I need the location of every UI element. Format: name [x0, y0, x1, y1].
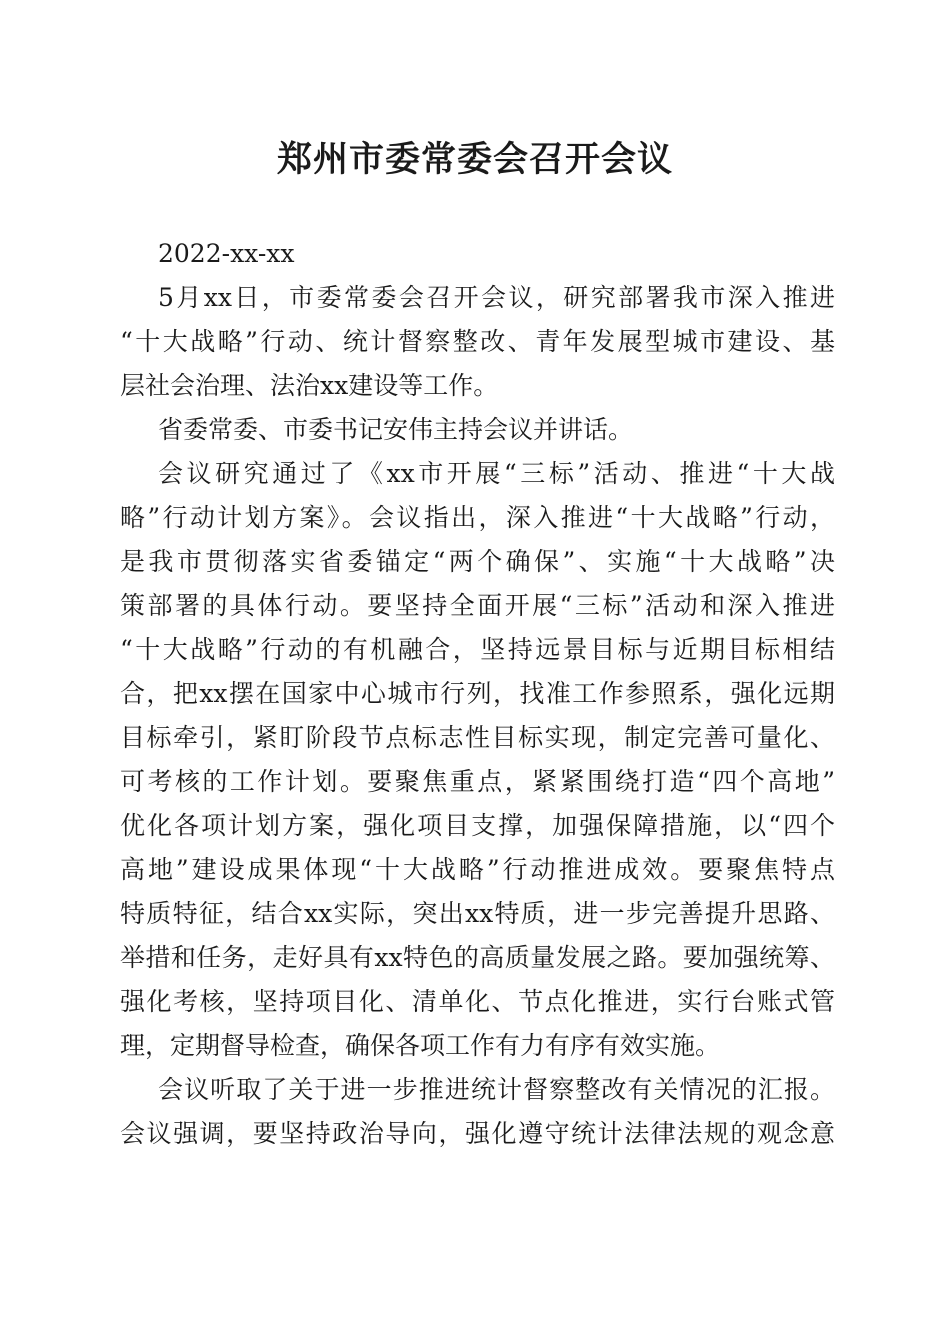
paragraph-line: 高地”建设成果体现“十大战略”行动推进成效。要聚焦特点 — [120, 855, 835, 884]
paragraph-line: 合，把xx摆在国家中心城市行列，找准工作参照系，强化远期 — [120, 679, 835, 708]
paragraph-line: 理，定期督导检查，确保各项工作有力有序有效实施。 — [120, 1031, 721, 1060]
paragraph-line: 会议听取了关于进一步推进统计督察整改有关情况的汇报。 — [158, 1075, 835, 1104]
paragraph — [120, 276, 835, 408]
paragraph — [120, 408, 835, 452]
paragraph-line: 5月xx日，市委常委会召开会议，研究部署我市深入推进 — [158, 283, 835, 312]
paragraph-line: 省委常委、市委书记安伟主持会议并讲话。 — [158, 415, 634, 444]
paragraph-line: 是我市贯彻落实省委锚定“两个确保”、实施“十大战略”决 — [120, 547, 835, 576]
paragraph-line: 略”行动计划方案》。会议指出，深入推进“十大战略”行动， — [120, 503, 835, 532]
document-date: 2022-xx-xx — [158, 239, 295, 268]
paragraph-line: “十大战略”行动的有机融合，坚持远景目标与近期目标相结 — [120, 635, 835, 664]
paragraph-line: 举措和任务，走好具有xx特色的高质量发展之路。要加强统筹、 — [120, 943, 835, 972]
paragraph-line: 目标牵引，紧盯阶段节点标志性目标实现，制定完善可量化、 — [120, 723, 835, 752]
paragraph-line: 优化各项计划方案，强化项目支撑，加强保障措施，以“四个 — [120, 811, 835, 840]
document-body — [120, 232, 835, 1156]
paragraph-line: 策部署的具体行动。要坚持全面开展“三标”活动和深入推进 — [120, 591, 835, 620]
paragraph-line: “十大战略”行动、统计督察整改、青年发展型城市建设、基 — [120, 327, 835, 356]
paragraph-line: 特质特征，结合xx实际，突出xx特质，进一步完善提升思路、 — [120, 899, 835, 928]
paragraph — [120, 452, 835, 1068]
paragraph-line: 可考核的工作计划。要聚焦重点，紧紧围绕打造“四个高地” — [120, 767, 835, 796]
paragraph-line: 会议研究通过了《xx市开展“三标”活动、推进“十大战 — [158, 459, 835, 488]
paragraph-line: 会议强调，要坚持政治导向，强化遵守统计法律法规的观念意 — [120, 1119, 835, 1148]
paragraph-line: 强化考核，坚持项目化、清单化、节点化推进，实行台账式管 — [120, 987, 835, 1016]
paragraph-line: 层社会治理、法治xx建设等工作。 — [120, 371, 499, 400]
document-title: 郑州市委常委会召开会议 — [276, 140, 673, 180]
paragraph — [120, 1068, 835, 1156]
